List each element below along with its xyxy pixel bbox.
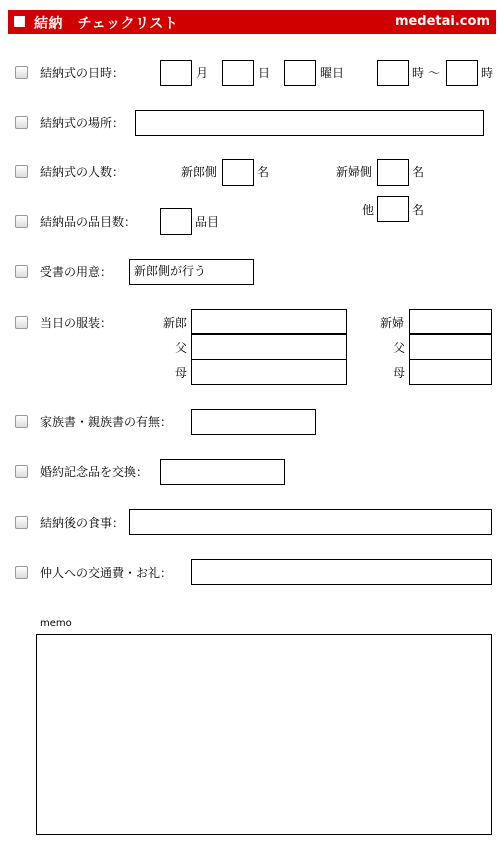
start-hour-unit: 時 bbox=[412, 66, 425, 80]
attire-groom-mother-field[interactable] bbox=[191, 359, 347, 385]
checkbox-gift[interactable] bbox=[15, 465, 28, 478]
attire-label: 当日の服装： bbox=[40, 316, 113, 330]
gift-label: 婚約記念品を交換： bbox=[40, 465, 149, 479]
weekday-field[interactable] bbox=[284, 60, 316, 86]
meal-label: 結納後の食事： bbox=[40, 516, 125, 530]
attire-bride-father-field[interactable] bbox=[409, 334, 492, 360]
groom-side-count-field[interactable] bbox=[222, 159, 254, 186]
go-between-field[interactable] bbox=[191, 559, 492, 585]
memo-area[interactable] bbox=[36, 634, 492, 835]
meal-field[interactable] bbox=[129, 509, 492, 535]
attire-groom-father-field[interactable] bbox=[191, 334, 347, 360]
time-range-tilde: 〜 bbox=[428, 66, 441, 80]
bride-side-label: 新婦側 bbox=[336, 165, 373, 179]
checkbox-square-icon bbox=[14, 16, 25, 27]
items-unit: 品目 bbox=[195, 215, 220, 229]
attire-bride-father-label: 父 bbox=[393, 341, 406, 355]
checkbox-family[interactable] bbox=[15, 415, 28, 428]
bride-side-unit: 名 bbox=[412, 165, 425, 179]
end-hour-field[interactable] bbox=[446, 60, 478, 86]
header-bar bbox=[8, 10, 496, 34]
gift-field[interactable] bbox=[160, 459, 285, 485]
attire-groom-father-label: 父 bbox=[175, 341, 188, 355]
checkbox-go-between[interactable] bbox=[15, 566, 28, 579]
place-field[interactable] bbox=[135, 110, 484, 136]
items-label: 結納品の品目数： bbox=[40, 215, 137, 229]
receipt-field[interactable]: 新郎側が行う bbox=[129, 259, 254, 285]
start-hour-field[interactable] bbox=[377, 60, 409, 86]
checkbox-date[interactable] bbox=[15, 66, 28, 79]
receipt-label: 受書の用意： bbox=[40, 265, 113, 279]
site-name: medetai.com bbox=[394, 14, 490, 29]
checkbox-people[interactable] bbox=[15, 165, 28, 178]
family-field[interactable] bbox=[191, 409, 316, 435]
checkbox-place[interactable] bbox=[15, 116, 28, 129]
attire-bride-mother-field[interactable] bbox=[409, 359, 492, 385]
checkbox-receipt[interactable] bbox=[15, 265, 28, 278]
go-between-label: 仲人への交通費・お礼： bbox=[40, 566, 173, 580]
other-count-field[interactable] bbox=[377, 196, 409, 222]
items-count-field[interactable] bbox=[160, 208, 192, 235]
checkbox-attire[interactable] bbox=[15, 316, 28, 329]
day-field[interactable] bbox=[222, 60, 254, 86]
month-unit: 月 bbox=[196, 66, 209, 80]
weekday-unit: 曜日 bbox=[320, 66, 345, 80]
family-label: 家族書・親族書の有無： bbox=[40, 415, 173, 429]
attire-groom-label: 新郎 bbox=[163, 316, 188, 330]
attire-bride-field[interactable] bbox=[409, 309, 492, 334]
bride-side-count-field[interactable] bbox=[377, 159, 409, 186]
attire-groom-mother-label: 母 bbox=[175, 366, 188, 380]
checkbox-items[interactable] bbox=[15, 215, 28, 228]
attire-groom-field[interactable] bbox=[191, 309, 347, 334]
month-field[interactable] bbox=[160, 60, 192, 86]
other-unit: 名 bbox=[412, 203, 425, 217]
groom-side-label: 新郎側 bbox=[181, 165, 218, 179]
people-label: 結納式の人数： bbox=[40, 165, 125, 179]
memo-label: memo bbox=[40, 618, 72, 629]
attire-bride-label: 新婦 bbox=[380, 316, 405, 330]
date-label: 結納式の日時： bbox=[40, 66, 125, 80]
other-label: 他 bbox=[362, 203, 375, 217]
checkbox-meal[interactable] bbox=[15, 516, 28, 529]
groom-side-unit: 名 bbox=[257, 165, 270, 179]
attire-bride-mother-label: 母 bbox=[393, 366, 406, 380]
day-unit: 日 bbox=[258, 66, 271, 80]
page-title: 結納 チェックリスト bbox=[34, 16, 179, 32]
place-label: 結納式の場所： bbox=[40, 116, 125, 130]
end-hour-unit: 時 bbox=[481, 66, 494, 80]
